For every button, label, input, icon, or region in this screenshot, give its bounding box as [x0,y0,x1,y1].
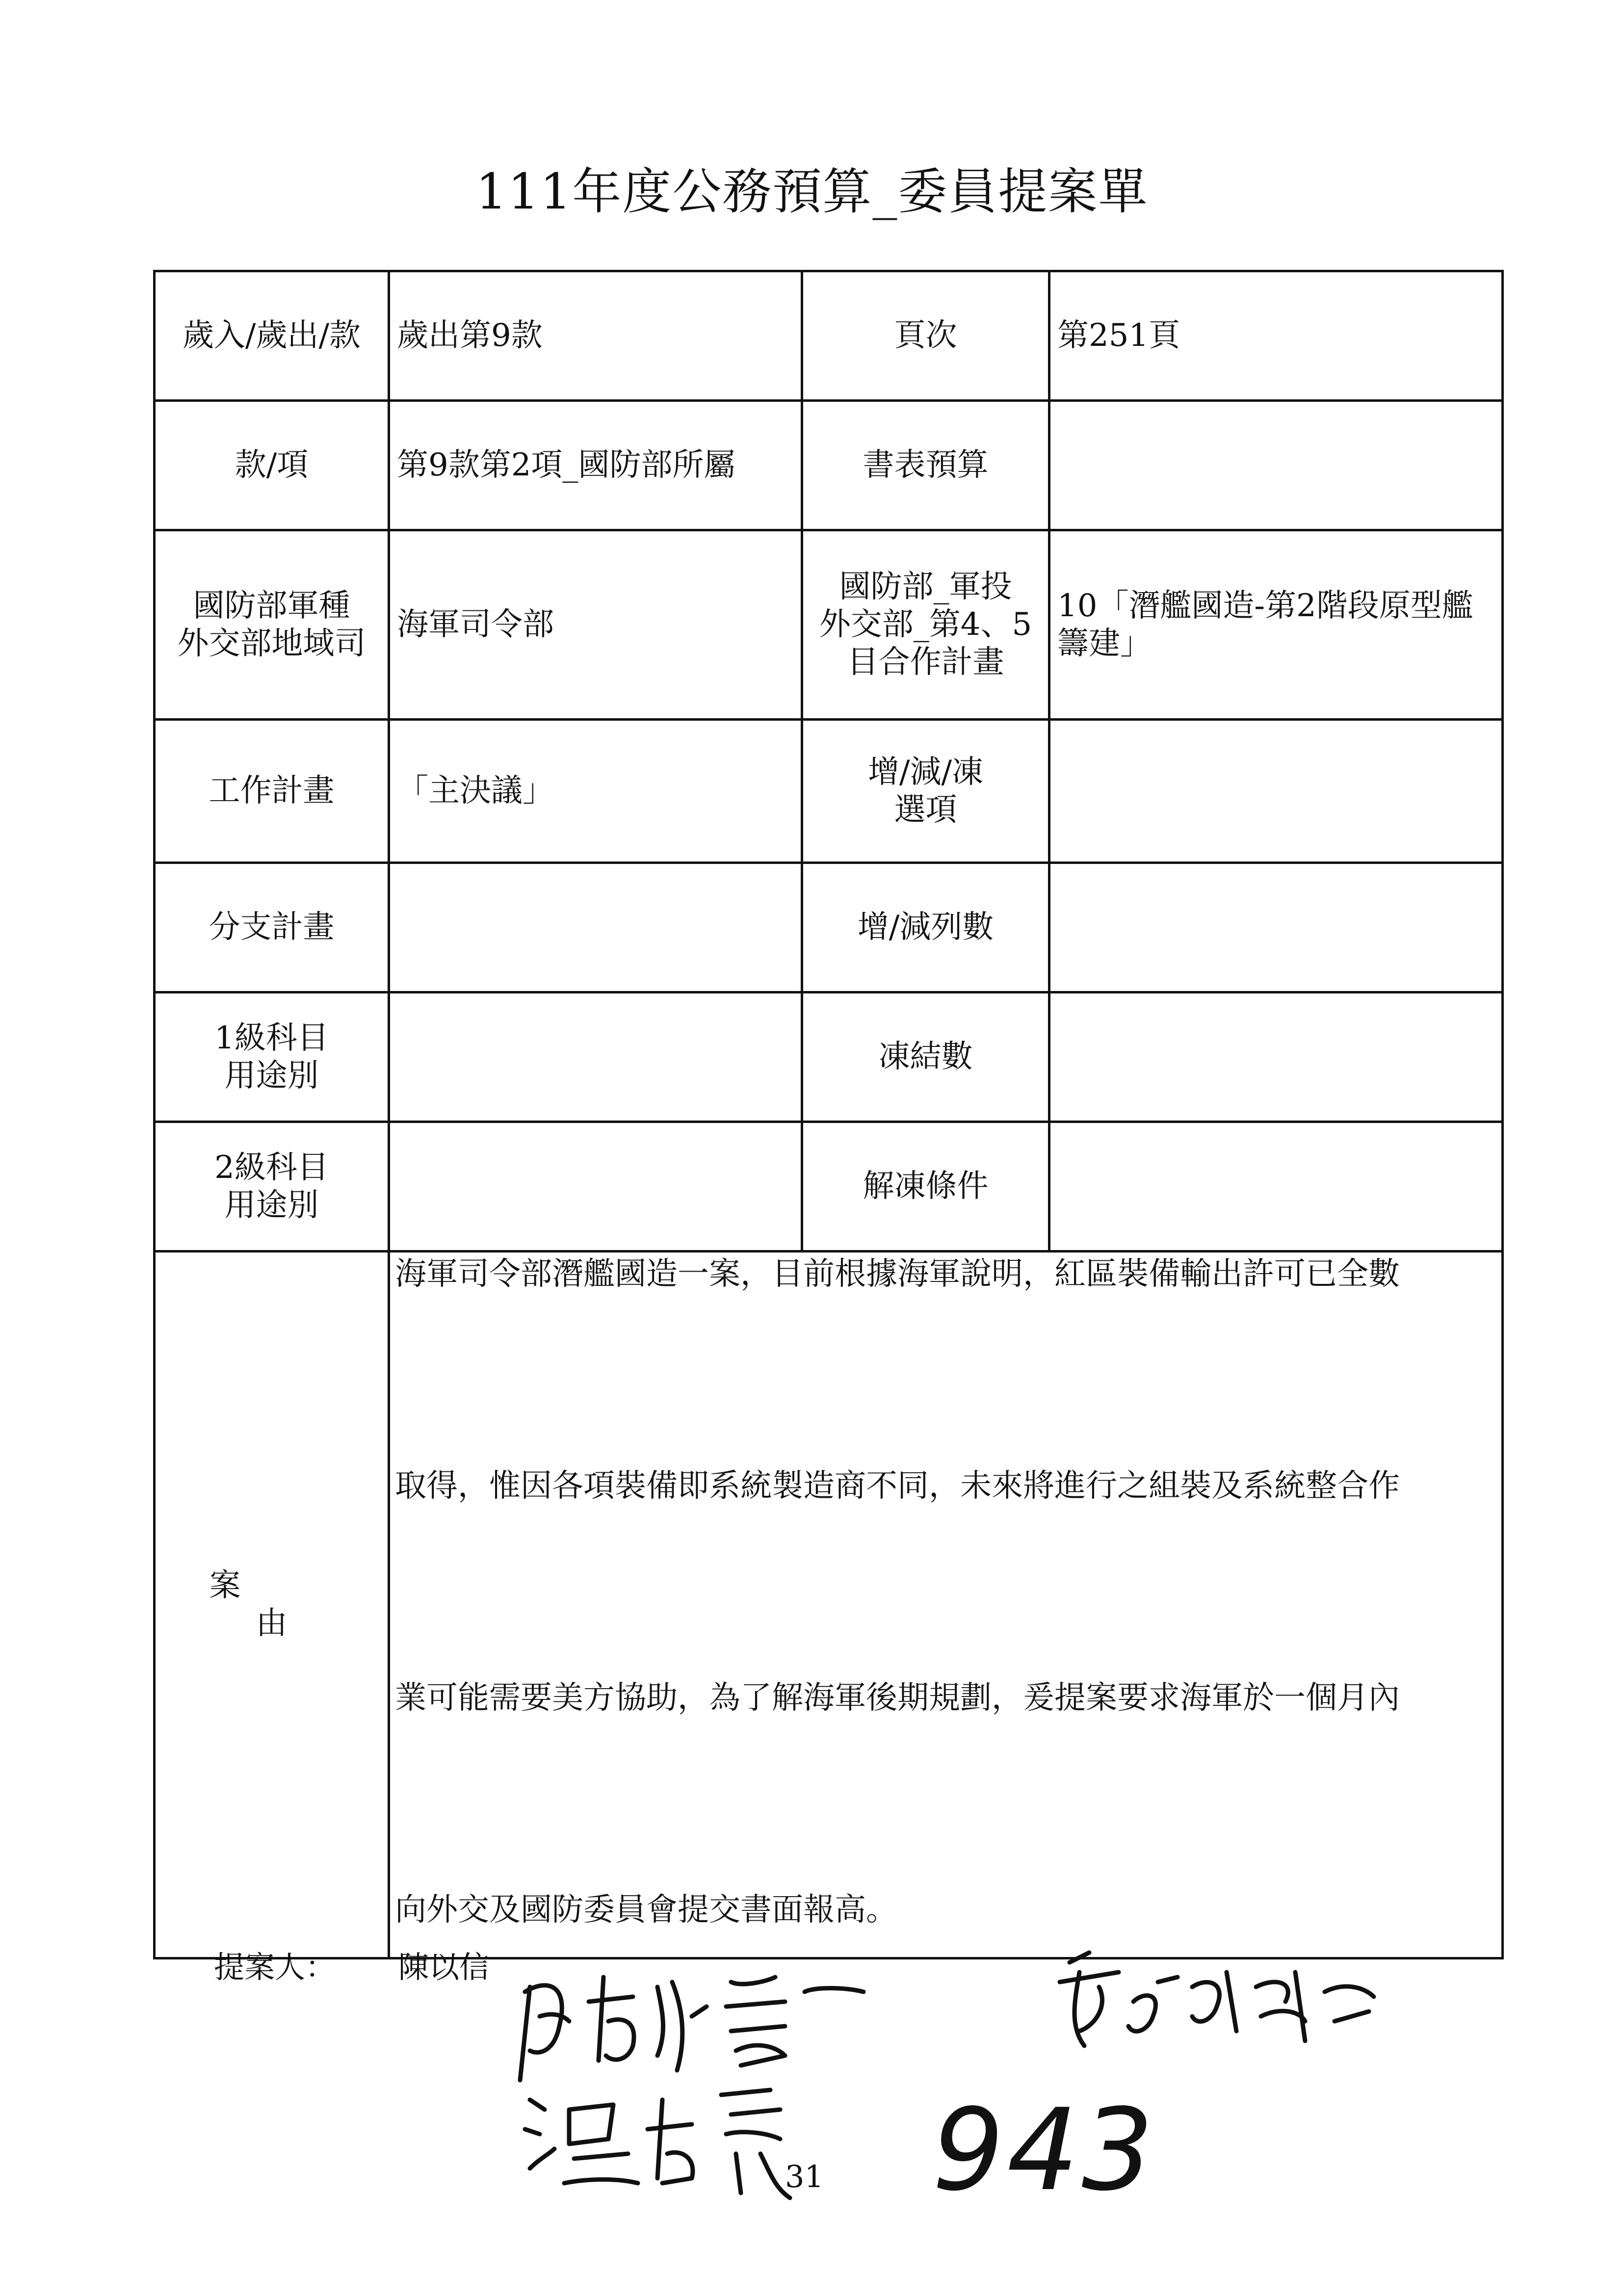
reason-line: 業可能需要美方協助，為了解海軍後期規劃，爰提案要求海軍於一個月內 [395,1680,1400,1716]
label-line: 外交部_第4、5 [819,606,1032,643]
field-value: 海軍司令部 [389,530,802,720]
field-label: 書表預算 [802,401,1049,530]
field-value [1049,1122,1503,1252]
field-value: 10「潛艦國造-第2階段原型艦籌建」 [1049,530,1503,720]
label-line: 目合作計畫 [847,644,1004,680]
signature-3 [515,2080,819,2208]
reason-line: 取得，惟因各項裝備即系統製造商不同，未來將進行之組裝及系統整合作 [395,1468,1400,1504]
field-value [389,863,802,992]
label-line: 選項 [894,791,957,828]
field-value [389,1122,802,1252]
handwritten-number: 943 [932,2085,1156,2216]
field-value: 歲出第9款 [389,271,802,401]
label-line: 外交部地域司 [177,625,366,662]
form-row [155,992,1503,1122]
proposer-name: 陳以信 [398,1949,490,1985]
label-line: 用途別 [224,1187,319,1224]
label-line: 用途別 [224,1057,319,1094]
field-value: 第9款第2項_國防部所屬 [389,401,802,530]
document-title: 111年度公務預算_委員提案單 [475,163,1149,220]
field-label: 歲入/歲出/款 [155,271,389,401]
field-value [389,992,802,1122]
field-label: 頁次 [802,271,1049,401]
form-row [155,271,1503,401]
form-row [155,401,1503,530]
field-label [155,530,389,720]
form-row [155,1122,1503,1252]
field-value [1049,863,1503,992]
reason-line: 向外交及國防委員會提交書面報高。 [395,1892,897,1928]
field-value: 「主決議」 [389,720,802,863]
label-line: 增/減/凍 [867,754,984,790]
proposer-label: 提案人： [214,1949,336,1985]
field-value: 第251頁 [1049,271,1503,401]
field-label: 凍結數 [802,992,1049,1122]
reason-row [155,1252,1503,1958]
form-row [155,530,1503,720]
field-label [155,992,389,1122]
reason-line: 海軍司令部潛艦國造一案，目前根據海軍說明，紅區裝備輸出許可已全數 [395,1256,1400,1292]
field-value [1049,720,1503,863]
field-label [802,720,1049,863]
field-value [1049,992,1503,1122]
label-line: 1級科目 [214,1019,329,1056]
signature-1 [510,1957,883,2085]
field-label: 工作計畫 [155,720,389,863]
field-label: 分支計畫 [155,863,389,992]
field-label: 增/減列數 [802,863,1049,992]
reason-label: 案由 [155,1252,389,1958]
label-line: 國防部_軍投 [839,569,1012,605]
label-line: 國防部軍種 [193,587,350,624]
proposal-form-table [153,270,1504,1959]
signature-2 [1050,1943,1384,2065]
label-line: 2級科目 [214,1149,329,1186]
field-label: 款/項 [155,401,389,530]
page-number: 31 [785,2159,824,2194]
field-label: 解凍條件 [802,1122,1049,1252]
field-label [802,530,1049,720]
form-row [155,720,1503,863]
field-value [1049,401,1503,530]
reason-content [389,1252,1503,1958]
field-label [155,1122,389,1252]
form-row [155,863,1503,992]
